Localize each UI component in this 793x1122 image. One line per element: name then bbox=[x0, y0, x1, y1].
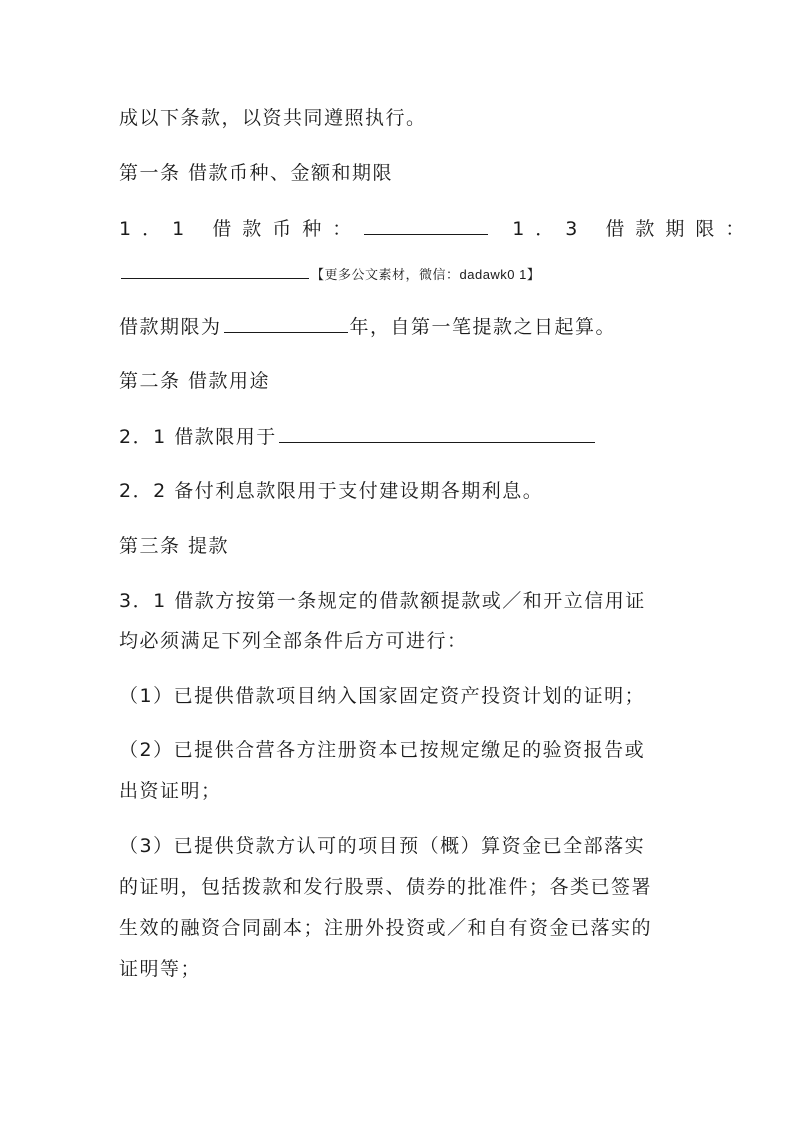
purpose-label: 2．1 借款限用于 bbox=[119, 426, 277, 448]
condition-3: （3）已提供贷款方认可的项目预（概）算资金已全部落实 bbox=[119, 835, 646, 857]
text-line-term-blank bbox=[119, 260, 540, 287]
text-line-purpose bbox=[119, 424, 597, 449]
article-2-heading: 第二条 借款用途 bbox=[119, 370, 271, 392]
purpose-blank bbox=[279, 424, 595, 443]
condition-1: （1）已提供借款项目纳入国家固定资产投资计划的证明； bbox=[119, 685, 646, 707]
text-line-currency-term bbox=[119, 216, 755, 241]
condition-3-cont-3: 证明等； bbox=[119, 958, 202, 980]
watermark-note: 【更多公文素材，微信：dadawk0 1】 bbox=[311, 267, 541, 282]
currency-label: 1．1 借款币种： bbox=[119, 218, 363, 240]
text-line-1: 成以下条款，以资共同遵照执行。 bbox=[119, 107, 427, 129]
condition-2-cont: 出资证明； bbox=[119, 780, 222, 802]
text-line-interest: 2．2 备付利息款限用于支付建设期各期利息。 bbox=[119, 480, 544, 502]
term-blank bbox=[121, 260, 309, 279]
term-years-suffix: 年，自第一笔提款之日起算。 bbox=[349, 316, 617, 338]
term-label: 1．3 借款期限： bbox=[512, 218, 756, 240]
years-blank bbox=[224, 314, 348, 333]
term-years-prefix: 借款期限为 bbox=[119, 316, 222, 338]
currency-blank bbox=[364, 216, 488, 235]
condition-3-cont-2: 生效的融资合同副本；注册外投资或／和自有资金已落实的 bbox=[119, 917, 653, 939]
text-line-3-1-cont: 均必须满足下列全部条件后方可进行： bbox=[119, 630, 468, 652]
article-3-heading: 第三条 提款 bbox=[119, 535, 230, 557]
text-line-3-1: 3．1 借款方按第一条规定的借款额提款或／和开立信用证 bbox=[119, 590, 646, 612]
text-line-term-years bbox=[119, 314, 616, 339]
condition-3-cont-1: 的证明，包括拨款和发行股票、债券的批准件；各类已签署 bbox=[119, 876, 653, 898]
article-1-heading: 第一条 借款币种、金额和期限 bbox=[119, 162, 394, 184]
condition-2: （2）已提供合营各方注册资本已按规定缴足的验资报告或 bbox=[119, 739, 646, 761]
